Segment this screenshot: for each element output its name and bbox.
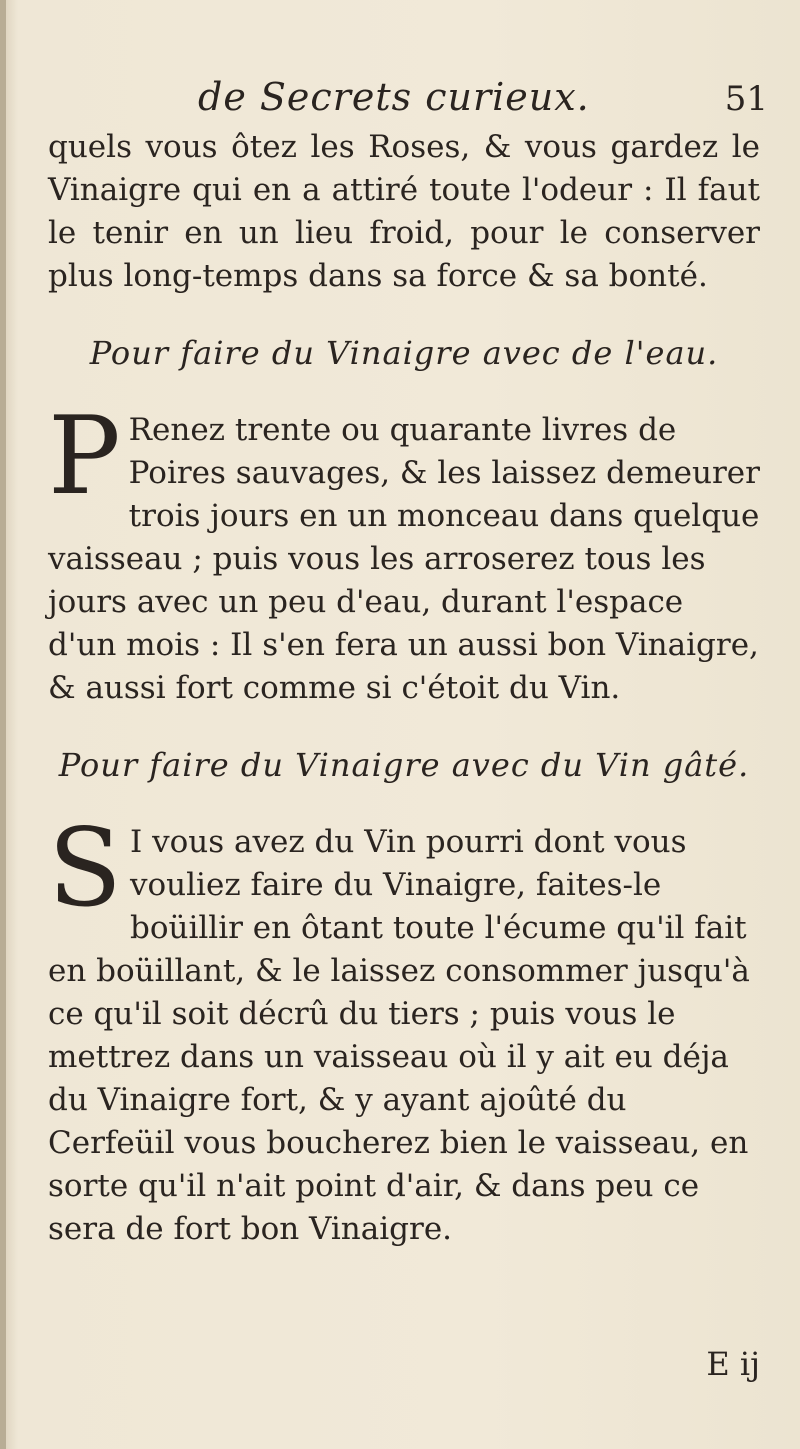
drop-cap: P bbox=[48, 394, 121, 519]
continued-paragraph: quels vous ôtez les Roses, & vous gardez le Vinaigre qui en a attiré toute l'odeur : Il faut le tenir en un lieu froid, pour le conserver plus long-temps dans sa force & sa bonté. bbox=[48, 129, 760, 294]
paragraph-text: Renez trente ou quarante livres de Poires sauvages, & les laissez demeurer trois jours en un monceau dans quelque vaisseau ; puis vous les arroserez tous les jours avec un peu d'eau, durant l'espace d'un mois : Il s'en fera un aussi bon Vinaigre, & aussi fort comme si c'étoit du Vin. bbox=[48, 412, 760, 706]
paragraph-vinegar-spoiled-wine bbox=[48, 806, 760, 1251]
page-number: 51 bbox=[724, 79, 768, 119]
running-title: de Secrets curieux. bbox=[198, 75, 590, 119]
paragraph-vinegar-water bbox=[48, 394, 760, 710]
section-heading-vinegar-spoiled-wine: Pour faire du Vinaigre avec du Vin gâté. bbox=[58, 746, 750, 784]
section-heading-vinegar-water: Pour faire du Vinaigre avec de l'eau. bbox=[89, 334, 719, 372]
signature-mark: E ij bbox=[706, 1345, 760, 1383]
paragraph-text: I vous avez du Vin pourri dont vous vouliez faire du Vinaigre, faites-le boüillir en ôtant toute l'écume qu'il fait en boüillant, & le laissez consommer jusqu'à ce qu'il soit décrû du tiers ; puis vous le mettrez dans un vaisseau où il y ait eu déja du Vinaigre fort, & y ayant ajoûté du Cerfeüil vous boucherez bien le vaisseau, en sorte qu'il n'ait point d'air, & dans peu ce sera de fort bon Vinaigre. bbox=[48, 824, 750, 1247]
page-header bbox=[48, 75, 768, 125]
drop-cap: S bbox=[48, 806, 122, 931]
page-edge bbox=[0, 0, 6, 1449]
page-body bbox=[48, 126, 760, 1251]
